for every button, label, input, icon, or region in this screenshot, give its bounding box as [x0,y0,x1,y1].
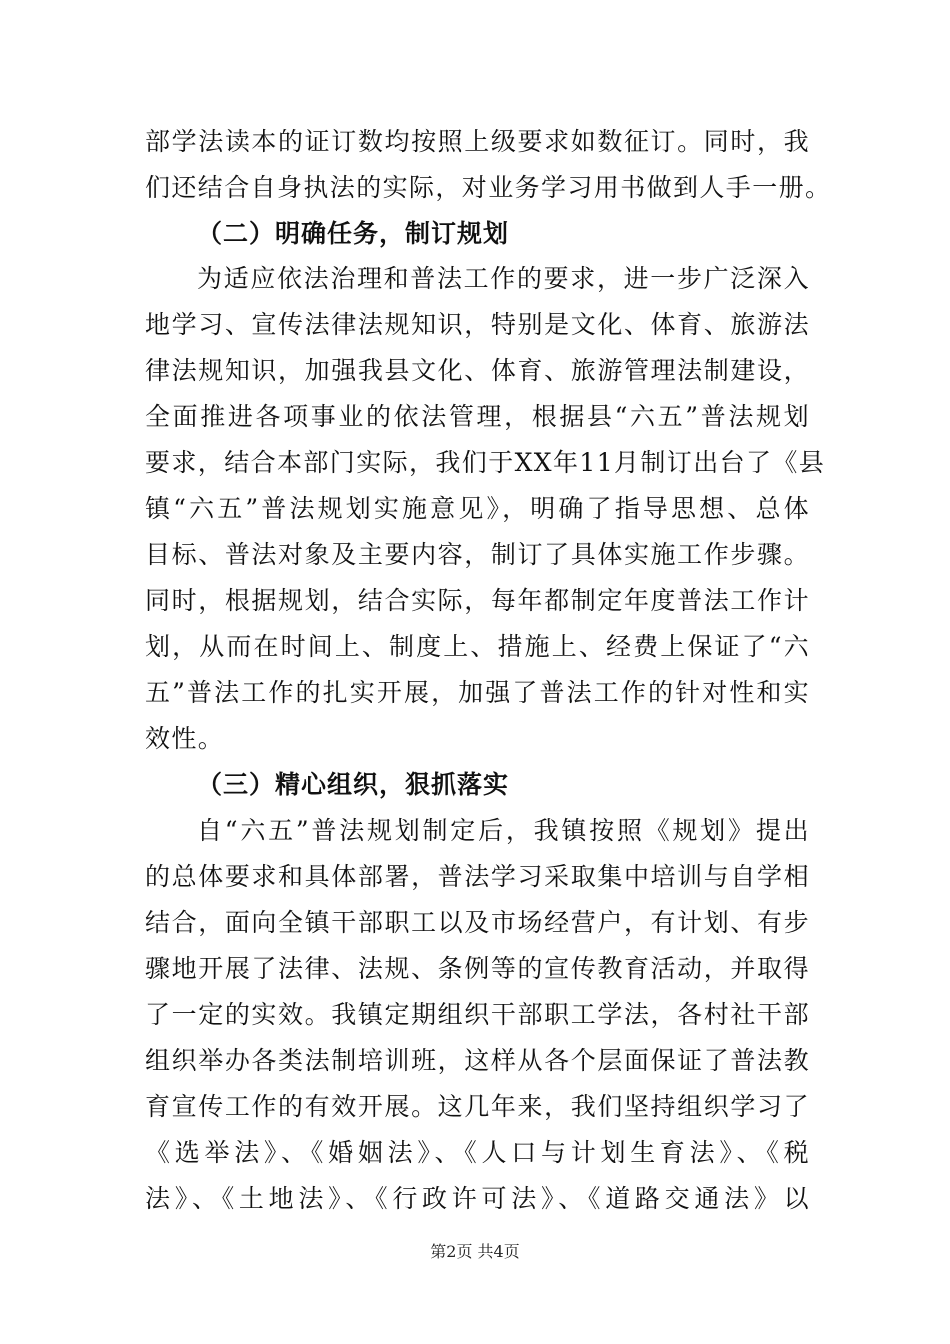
body-line: 全面推进各项事业的依法管理，根据县“六五”普法规划 [145,402,810,431]
body-line: 同时，根据规划，结合实际，每年都制定年度普法工作计 [145,586,810,615]
body-line: 了一定的实效。我镇定期组织干部职工学法，各村社干部 [145,1000,810,1029]
section-heading: （二）明确任务，制订规划 [197,219,510,248]
section-heading: （三）精心组织，狠抓落实 [197,770,510,799]
body-line: 划，从而在时间上、制度上、措施上、经费上保证了“六 [145,632,810,661]
body-line: 目标、普法对象及主要内容，制订了具体实施工作步骤。 [145,540,810,569]
body-line: 《选举法》、《婚姻法》、《人口与计划生育法》、《税 [145,1138,810,1167]
paragraph-first-line: 自“六五”普法规划制定后，我镇按照《规划》提出 [197,816,810,845]
body-line: 骤地开展了法律、法规、条例等的宣传教育活动，并取得 [145,954,810,983]
body-line: 效性。 [145,724,225,753]
page-number-footer: 第2页 共4页 [430,1242,520,1261]
body-line: 法》、《土地法》、《行政许可法》、《道路交通法》以 [145,1184,810,1213]
body-line: 育宣传工作的有效开展。这几年来，我们坚持组织学习了 [145,1092,810,1121]
body-line: 的总体要求和具体部署，普法学习采取集中培训与自学相 [145,862,810,891]
body-line: 组织举办各类法制培训班，这样从各个层面保证了普法教 [145,1046,810,1075]
paragraph-first-line: 为适应依法治理和普法工作的要求，进一步广泛深入 [197,264,810,293]
body-line: 地学习、宣传法律法规知识，特别是文化、体育、旅游法 [145,310,810,339]
body-line: 要求，结合本部门实际，我们于XX年11月制订出台了《县 [145,448,826,477]
body-line: 五”普法工作的扎实开展，加强了普法工作的针对性和实 [145,678,810,707]
body-line: 镇“六五”普法规划实施意见》，明确了指导思想、总体 [145,494,810,523]
body-line: 们还结合自身执法的实际，对业务学习用书做到人手一册。 [145,173,832,202]
body-line: 律法规知识，加强我县文化、体育、旅游管理法制建设， [145,356,810,385]
body-line: 结合，面向全镇干部职工以及市场经营户，有计划、有步 [145,908,810,937]
body-line: 部学法读本的证订数均按照上级要求如数征订。同时，我 [145,127,810,156]
